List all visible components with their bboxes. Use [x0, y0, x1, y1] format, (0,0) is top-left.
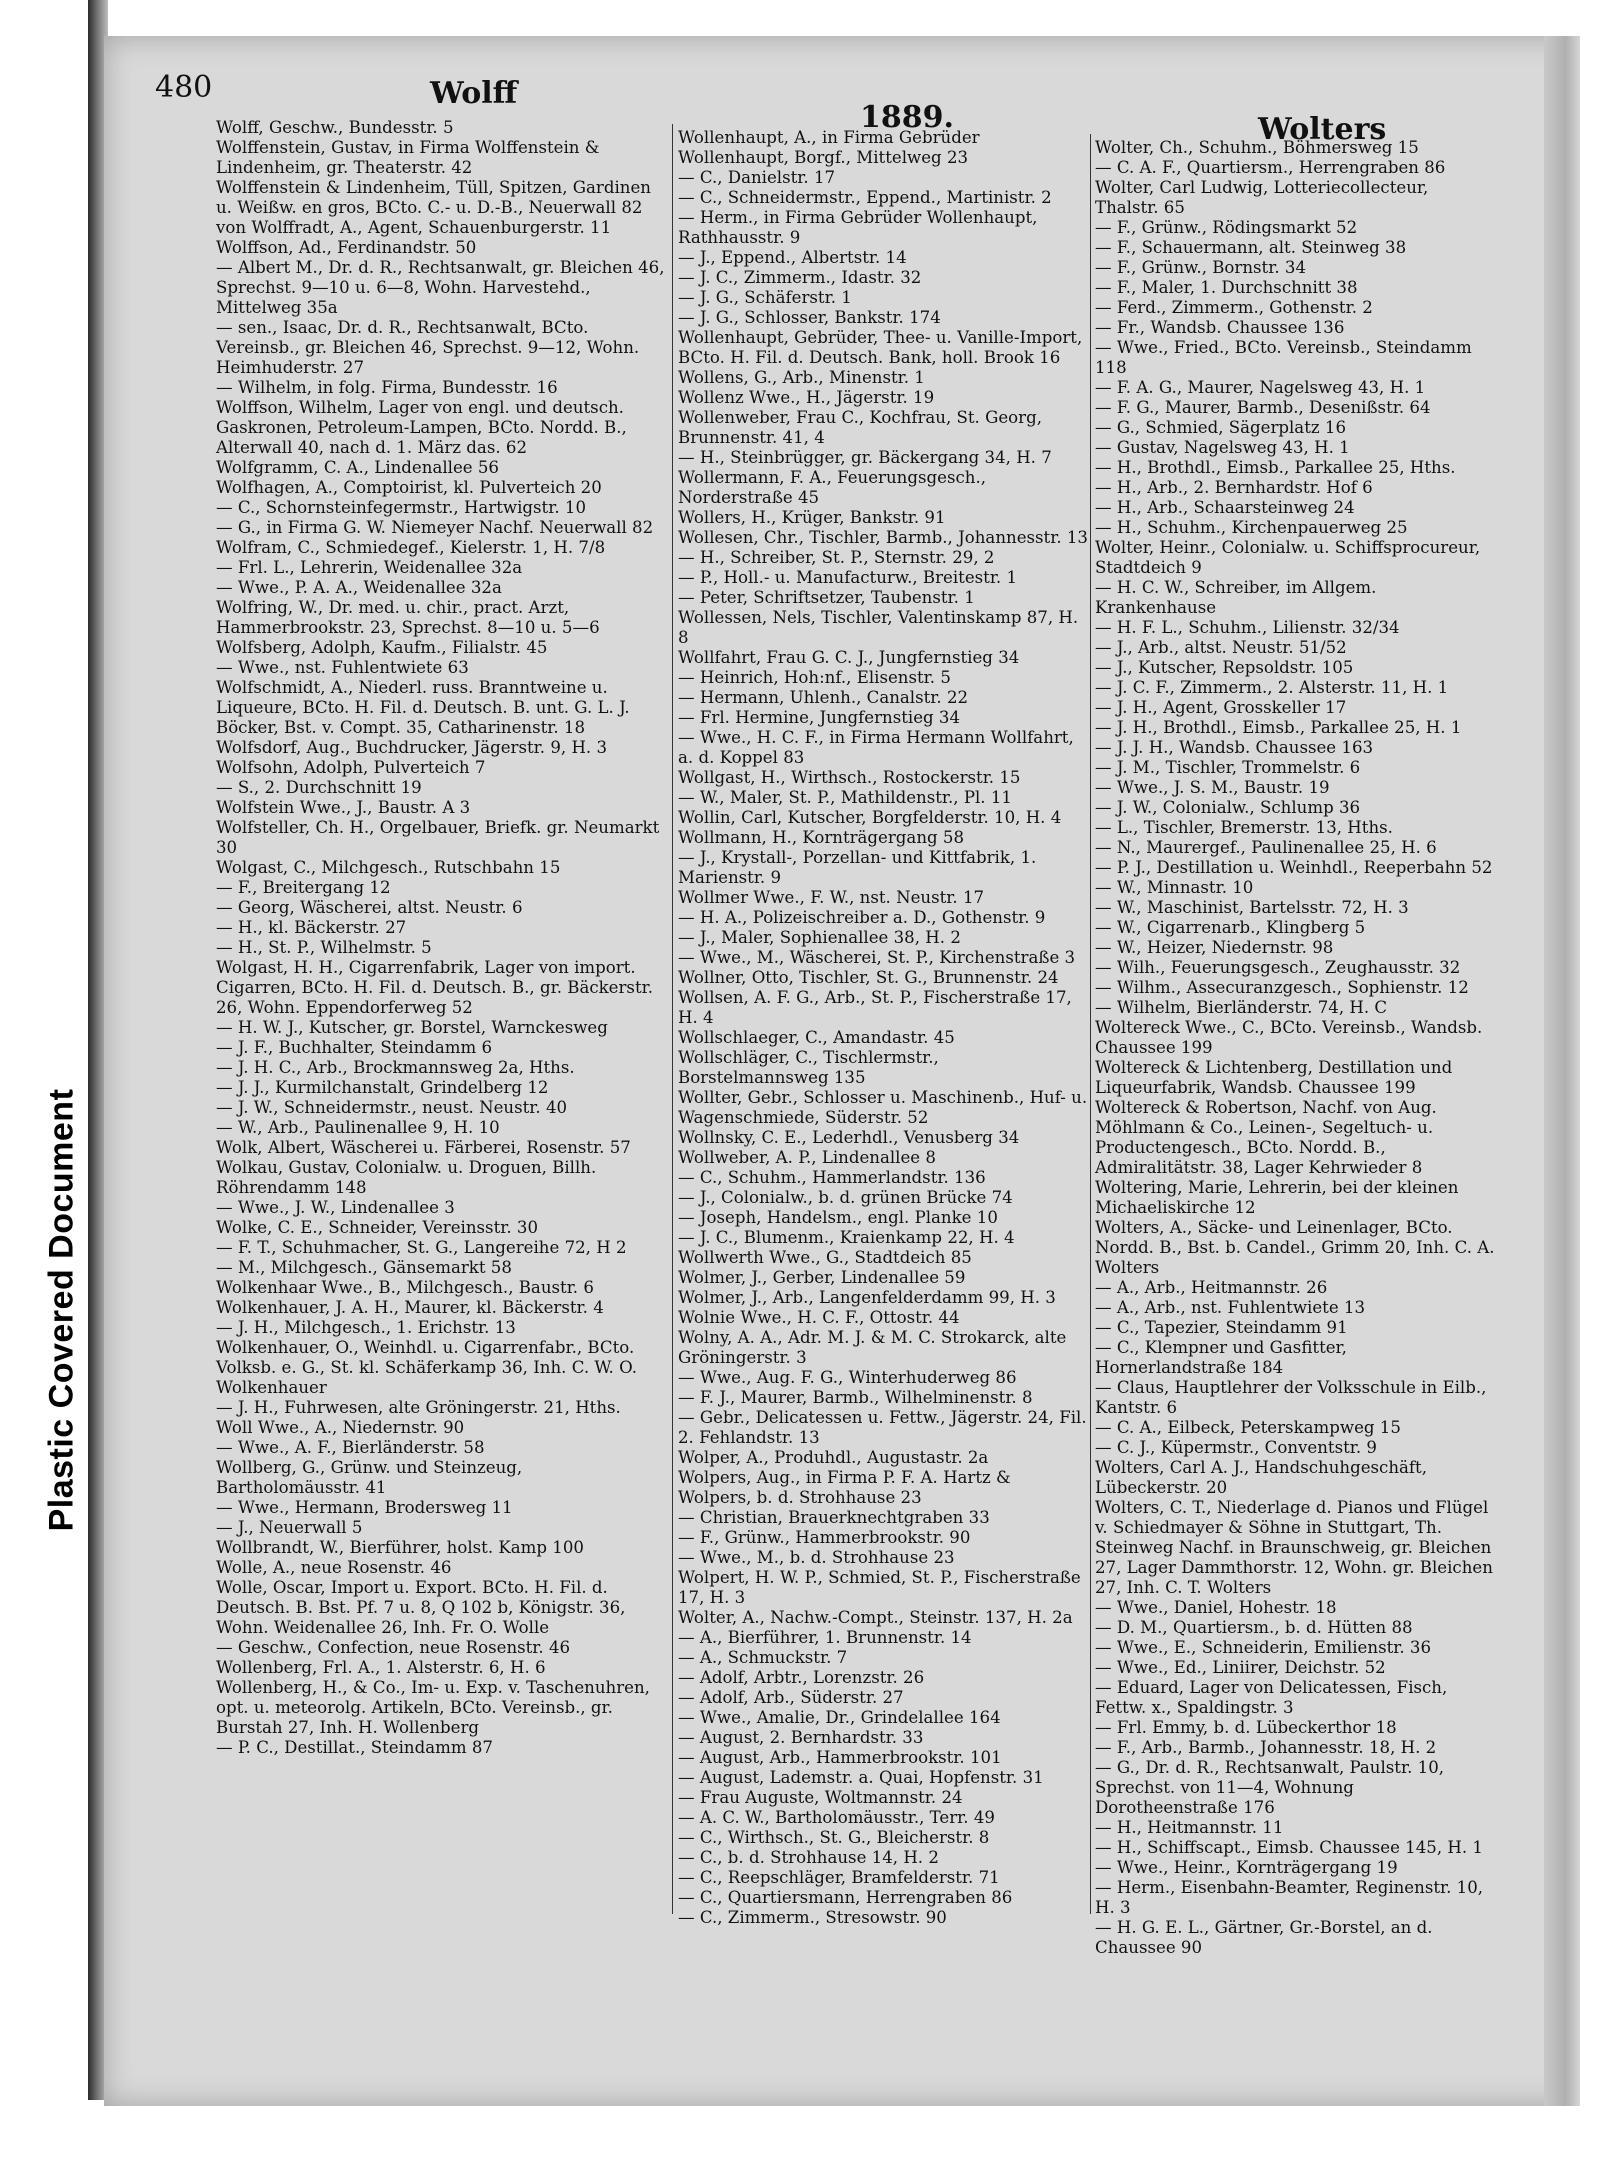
directory-entry: — Wwe., Amalie, Dr., Grindelallee 164 — [678, 1708, 1001, 1727]
directory-entry: Wolfram, C., Schmiedegef., Kielerstr. 1, H. 7/8 — [216, 538, 606, 557]
directory-entry: — A., Arb., Heitmannstr. 26 — [1095, 1278, 1328, 1297]
directory-entry: Wolny, A. A., Adr. M. J. & M. C. Strokarck, alte Gröningerstr. 3 — [678, 1328, 1067, 1367]
plastic-covered-label: Plastic Covered Document — [42, 1088, 81, 1532]
directory-entry: — C., Danielstr. 17 — [678, 168, 836, 187]
directory-entry: Wolter, A., Nachw.-Compt., Steinstr. 137, H. 2a — [678, 1608, 1073, 1627]
directory-entry: — J. C., Zimmerm., Idastr. 32 — [678, 268, 922, 287]
directory-entry: — Wilh., Feuerungsgesch., Zeughausstr. 32 — [1095, 958, 1461, 977]
directory-entry: — P. J., Destillation u. Weinhdl., Reeperbahn 52 — [1095, 858, 1493, 877]
directory-entry: — Adolf, Arb., Süderstr. 27 — [678, 1688, 904, 1707]
directory-entry: — sen., Isaac, Dr. d. R., Rechtsanwalt, BCto. Vereinsb., gr. Bleichen 46, Sprechst. 9—12, Wohn. Heimhuderstr. 27 — [216, 318, 640, 377]
directory-entry: — N., Maurergef., Paulinenallee 25, H. 6 — [1095, 838, 1437, 857]
directory-entry: — Ferd., Zimmerm., Gothenstr. 2 — [1095, 298, 1373, 317]
directory-entry: — S., 2. Durchschnitt 19 — [216, 778, 422, 797]
directory-entry: — J. W., Colonialw., Schlump 36 — [1095, 798, 1361, 817]
directory-entry: — Wwe., Hermann, Brodersweg 11 — [216, 1498, 513, 1517]
directory-entry: — H., Brothdl., Eimsb., Parkallee 25, Hths. — [1095, 458, 1456, 477]
directory-entry: — C., Schuhm., Hammerlandstr. 136 — [678, 1168, 986, 1187]
column-1 — [216, 118, 671, 1758]
directory-entry: — H., Schreiber, St. P., Sternstr. 29, 2 — [678, 548, 995, 567]
directory-entry: Wolpert, H. W. P., Schmied, St. P., Fischerstraße 17, H. 3 — [678, 1568, 1081, 1607]
directory-entry: — C., Schornsteinfegermstr., Hartwigstr. 10 — [216, 498, 586, 517]
directory-entry: Wolfsohn, Adolph, Pulverteich 7 — [216, 758, 486, 777]
directory-entry: — C., Wirthsch., St. G., Bleicherstr. 8 — [678, 1828, 990, 1847]
directory-entry: — Wwe., Heinr., Kornträgergang 19 — [1095, 1858, 1398, 1877]
directory-entry: Wollweber, A. P., Lindenallee 8 — [678, 1148, 936, 1167]
directory-entry: — H., kl. Bäckerstr. 27 — [216, 918, 407, 937]
directory-entry: Wollsen, A. F. G., Arb., St. P., Fischerstraße 17, H. 4 — [678, 988, 1072, 1027]
directory-entry: Wolff, Geschw., Bundesstr. 5 — [216, 118, 454, 137]
directory-entry: von Wolffradt, A., Agent, Schauenburgerstr. 11 — [216, 218, 612, 237]
directory-entry: — A., Schmuckstr. 7 — [678, 1648, 848, 1667]
directory-entry: Wolffenstein & Lindenheim, Tüll, Spitzen, Gardinen u. Weißw. en gros, BCto. C.- u. D.-B., Neuerwall 82 — [216, 178, 651, 217]
directory-entry: — Wwe., H. C. F., in Firma Hermann Wollfahrt, a. d. Koppel 83 — [678, 728, 1074, 767]
directory-entry: Wolfsteller, Ch. H., Orgelbauer, Briefk. gr. Neumarkt 30 — [216, 818, 660, 857]
directory-entry: Wolle, Oscar, Import u. Export. BCto. H. Fil. d. Deutsch. B. Bst. Pf. 7 u. 8, Q 102 b, Königstr. 36, Wohn. Weidenallee 26, Inh. Fr. O. Wolle — [216, 1578, 626, 1637]
directory-entry: Wolters, A., Säcke- und Leinenlager, BCto. Nordd. B., Bst. b. Candel., Grimm 20, Inh. C. A. Wolters — [1095, 1218, 1495, 1277]
directory-entry: — H., Heitmannstr. 11 — [1095, 1818, 1284, 1837]
directory-entry: — F. T., Schuhmacher, St. G., Langereihe 72, H 2 — [216, 1238, 627, 1257]
directory-entry: — J. C. F., Zimmerm., 2. Alsterstr. 11, H. 1 — [1095, 678, 1449, 697]
directory-entry: — C., Quartiersmann, Herrengraben 86 — [678, 1888, 1013, 1907]
directory-entry: — J., Maler, Sophienallee 38, H. 2 — [678, 928, 961, 947]
directory-entry: — J., Colonialw., b. d. grünen Brücke 74 — [678, 1188, 1013, 1207]
directory-entry: Wollenberg, Frl. A., 1. Alsterstr. 6, H. 6 — [216, 1658, 546, 1677]
directory-entry: Wolgast, H. H., Cigarrenfabrik, Lager von import. Cigarren, BCto. H. Fil. d. Deutsch. B., gr. Bäckerstr. 26, Wohn. Eppendorferweg 52 — [216, 958, 654, 1017]
directory-entry: Wollberg, G., Grünw. und Steinzeug, Bartholomäusstr. 41 — [216, 1458, 523, 1497]
directory-entry: — Wwe., E., Schneiderin, Emilienstr. 36 — [1095, 1638, 1432, 1657]
directory-entry: — J., Eppend., Albertstr. 14 — [678, 248, 907, 267]
page-number: 480 — [155, 70, 213, 105]
directory-entry: — F. J., Maurer, Barmb., Wilhelminenstr. 8 — [678, 1388, 1033, 1407]
directory-entry: — J. C., Blumenm., Kraienkamp 22, H. 4 — [678, 1228, 1015, 1247]
directory-entry: — Wilhelm, Bierländerstr. 74, H. C — [1095, 998, 1388, 1017]
directory-entry: — August, Arb., Hammerbrookstr. 101 — [678, 1748, 1002, 1767]
directory-entry: Wolfsdorf, Aug., Buchdrucker, Jägerstr. 9, H. 3 — [216, 738, 608, 757]
header-left: Wolff — [430, 76, 518, 111]
directory-entry: — J., Kutscher, Repsoldstr. 105 — [1095, 658, 1354, 677]
directory-entry: — G., Dr. d. R., Rechtsanwalt, Paulstr. 10, Sprechst. von 11—4, Wohnung Dorotheenstraße 176 — [1095, 1758, 1445, 1817]
directory-entry: — W., Cigarrenarb., Klingberg 5 — [1095, 918, 1366, 937]
directory-entry: — W., Maschinist, Bartelsstr. 72, H. 3 — [1095, 898, 1409, 917]
column-divider-2 — [1090, 134, 1091, 1914]
directory-entry: — J. H., Brothdl., Eimsb., Parkallee 25, H. 1 — [1095, 718, 1462, 737]
directory-entry: — P. C., Destillat., Steindamm 87 — [216, 1738, 493, 1757]
directory-entry: Wolle, A., neue Rosenstr. 46 — [216, 1558, 452, 1577]
directory-entry: — J., Krystall-, Porzellan- und Kittfabrik, 1. Marienstr. 9 — [678, 848, 1037, 887]
directory-entry: — Wwe., M., Wäscherei, St. P., Kirchenstraße 3 — [678, 948, 1076, 967]
directory-entry: — W., Maler, St. P., Mathildenstr., Pl. 11 — [678, 788, 1012, 807]
directory-entry: — Peter, Schriftsetzer, Taubenstr. 1 — [678, 588, 975, 607]
directory-entry: — Geschw., Confection, neue Rosenstr. 46 — [216, 1638, 571, 1657]
directory-entry: — Gustav, Nagelsweg 43, H. 1 — [1095, 438, 1350, 457]
directory-entry: — Wwe., Ed., Liniirer, Deichstr. 52 — [1095, 1658, 1386, 1677]
directory-entry: Wolter, Heinr., Colonialw. u. Schiffsprocureur, Stadtdeich 9 — [1095, 538, 1481, 577]
directory-entry: — C. A. F., Quartiersm., Herrengraben 86 — [1095, 158, 1446, 177]
directory-entry: Wollessen, Nels, Tischler, Valentinskamp 87, H. 8 — [678, 608, 1079, 647]
directory-entry: — Wwe., A. F., Bierländerstr. 58 — [216, 1438, 485, 1457]
directory-entry: Wolfsberg, Adolph, Kaufm., Filialstr. 45 — [216, 638, 548, 657]
directory-entry: Wollgast, H., Wirthsch., Rostockerstr. 15 — [678, 768, 1021, 787]
directory-entry: Wolgast, C., Milchgesch., Rutschbahn 15 — [216, 858, 561, 877]
directory-entry: — J. G., Schäferstr. 1 — [678, 288, 852, 307]
directory-entry: — F., Schauermann, alt. Steinweg 38 — [1095, 238, 1407, 257]
directory-entry: Wolfgramm, C. A., Lindenallee 56 — [216, 458, 499, 477]
directory-entry: Wollenz Wwe., H., Jägerstr. 19 — [678, 388, 935, 407]
directory-entry: Woltering, Marie, Lehrerin, bei der kleinen Michaeliskirche 12 — [1095, 1178, 1459, 1217]
directory-entry: Wollnsky, C. E., Lederhdl., Venusberg 34 — [678, 1128, 1020, 1147]
directory-entry: — J. G., Schlosser, Bankstr. 174 — [678, 308, 941, 327]
directory-entry: — J. J., Kurmilchanstalt, Grindelberg 12 — [216, 1078, 549, 1097]
directory-entry: Wolfstein Wwe., J., Baustr. A 3 — [216, 798, 471, 817]
directory-entry: Wollenweber, Frau C., Kochfrau, St. Georg, Brunnenstr. 41, 4 — [678, 408, 1042, 447]
directory-entry: — J., Arb., altst. Neustr. 51/52 — [1095, 638, 1347, 657]
directory-entry: — Frau Auguste, Woltmannstr. 24 — [678, 1788, 963, 1807]
directory-entry: — Gebr., Delicatessen u. Fettw., Jägerstr. 24, Fil. 2. Fehlandstr. 13 — [678, 1408, 1087, 1447]
directory-entry: Wollfahrt, Frau G. C. J., Jungfernstieg 34 — [678, 648, 1020, 667]
directory-entry: — Wwe., Fried., BCto. Vereinsb., Steindamm 118 — [1095, 338, 1472, 377]
directory-entry: Wollbrandt, W., Bierführer, holst. Kamp 100 — [216, 1538, 584, 1557]
directory-entry: Wollens, G., Arb., Minenstr. 1 — [678, 368, 925, 387]
directory-entry: — F. A. G., Maurer, Nagelsweg 43, H. 1 — [1095, 378, 1426, 397]
directory-entry: Wollwerth Wwe., G., Stadtdeich 85 — [678, 1248, 972, 1267]
directory-entry: — Wwe., J. S. M., Baustr. 19 — [1095, 778, 1330, 797]
directory-entry: Woll Wwe., A., Niedernstr. 90 — [216, 1418, 465, 1437]
directory-entry: Woltereck Wwe., C., BCto. Vereinsb., Wandsb. Chaussee 199 — [1095, 1018, 1483, 1057]
directory-entry: — Albert M., Dr. d. R., Rechtsanwalt, gr. Bleichen 46, Sprechst. 9—10 u. 6—8, Wohn. Harvestehd., Mittelweg 35a — [216, 258, 665, 317]
directory-entry: Wollschlaeger, C., Amandastr. 45 — [678, 1028, 955, 1047]
directory-entry: — F., Arb., Barmb., Johannesstr. 18, H. 2 — [1095, 1738, 1437, 1757]
directory-entry: — C., Reepschläger, Bramfelderstr. 71 — [678, 1868, 1000, 1887]
directory-entry: — P., Holl.- u. Manufacturw., Breitestr. 1 — [678, 568, 1018, 587]
directory-entry: — C. J., Küpermstr., Conventstr. 9 — [1095, 1438, 1377, 1457]
directory-entry: Wollenhaupt, A., in Firma Gebrüder Wollenhaupt, Borgf., Mittelweg 23 — [678, 128, 980, 167]
directory-entry: Wolffson, Ad., Ferdinandstr. 50 — [216, 238, 477, 257]
directory-entry: Wolk, Albert, Wäscherei u. Färberei, Rosenstr. 57 — [216, 1138, 631, 1157]
directory-entry: — H. C. W., Schreiber, im Allgem. Krankenhause — [1095, 578, 1377, 617]
directory-entry: — C. A., Eilbeck, Peterskampweg 15 — [1095, 1418, 1401, 1437]
directory-entry: Wolffson, Wilhelm, Lager von engl. und deutsch. Gaskronen, Petroleum-Lampen, BCto. Nordd. B., Alterwall 40, nach d. 1. März das. 62 — [216, 398, 627, 457]
directory-entry: — J. F., Buchhalter, Steindamm 6 — [216, 1038, 493, 1057]
directory-entry: — Wwe., P. A. A., Weidenallee 32a — [216, 578, 502, 597]
directory-entry: Wolters, C. T., Niederlage d. Pianos und Flügel v. Schiedmayer & Söhne in Stuttgart, Th. Steinweg Nachf. in Braunschweig, gr. Bleichen 27, Lager Dammthorstr. 12, Wohn. gr. Bleichen 27, Inh. C. T. Wolters — [1095, 1498, 1493, 1597]
directory-entry: Wolke, C. E., Schneider, Vereinsstr. 30 — [216, 1218, 539, 1237]
header-year: 1889. — [860, 100, 954, 135]
directory-entry: Woltereck & Lichtenberg, Destillation und Liqueurfabrik, Wandsb. Chaussee 199 — [1095, 1058, 1453, 1097]
directory-entry: — Claus, Hauptlehrer der Volksschule in Eilb., Kantstr. 6 — [1095, 1378, 1487, 1417]
directory-entry: — H., St. P., Wilhelmstr. 5 — [216, 938, 432, 957]
directory-entry: Wollner, Otto, Tischler, St. G., Brunnenstr. 24 — [678, 968, 1059, 987]
page-right-edge — [1544, 36, 1580, 2106]
sidebar — [0, 0, 88, 2177]
directory-entry: — August, Lademstr. a. Quai, Hopfenstr. 31 — [678, 1768, 1044, 1787]
directory-entry: — Adolf, Arbtr., Lorenzstr. 26 — [678, 1668, 925, 1687]
directory-entry: — Wwe., nst. Fuhlentwiete 63 — [216, 658, 469, 677]
directory-entry: Wollmer Wwe., F. W., nst. Neustr. 17 — [678, 888, 985, 907]
directory-entry: — Wwe., M., b. d. Strohhause 23 — [678, 1548, 955, 1567]
directory-entry: — Herm., Eisenbahn-Beamter, Reginenstr. 10, H. 3 — [1095, 1878, 1484, 1917]
directory-entry: Wollin, Carl, Kutscher, Borgfelderstr. 10, H. 4 — [678, 808, 1062, 827]
directory-entry: — Georg, Wäscherei, altst. Neustr. 6 — [216, 898, 523, 917]
directory-entry: — H., Schiffscapt., Eimsb. Chaussee 145, H. 1 — [1095, 1838, 1483, 1857]
directory-entry: — F., Maler, 1. Durchschnitt 38 — [1095, 278, 1358, 297]
directory-entry: Wolpers, Aug., in Firma P. F. A. Hartz & Wolpers, b. d. Strohhause 23 — [678, 1468, 1011, 1507]
directory-entry: — Eduard, Lager von Delicatessen, Fisch, Fettw. x., Spaldingstr. 3 — [1095, 1678, 1448, 1717]
directory-entry: — J. H., Milchgesch., 1. Erichstr. 13 — [216, 1318, 516, 1337]
directory-entry: Wolper, A., Produhdl., Augustastr. 2a — [678, 1448, 989, 1467]
directory-entry: Woltereck & Robertson, Nachf. von Aug. Möhlmann & Co., Leinen-, Segeltuch- u. Productengesch., BCto. Nordd. B., Admiralitätstr. 38, Lager Kehrwieder 8 — [1095, 1098, 1437, 1177]
directory-entry: — A., Bierführer, 1. Brunnenstr. 14 — [678, 1628, 972, 1647]
directory-entry: — Herm., in Firma Gebrüder Wollenhaupt, Rathhausstr. 9 — [678, 208, 1038, 247]
directory-entry: — G., in Firma G. W. Niemeyer Nachf. Neuerwall 82 — [216, 518, 654, 537]
directory-entry: Wolnie Wwe., H. C. F., Ottostr. 44 — [678, 1308, 960, 1327]
directory-entry: — August, 2. Bernhardstr. 33 — [678, 1728, 924, 1747]
directory-entry: — H., Arb., Schaarsteinweg 24 — [1095, 498, 1355, 517]
directory-entry: Wollers, H., Krüger, Bankstr. 91 — [678, 508, 946, 527]
directory-entry: Wolkenhaar Wwe., B., Milchgesch., Baustr. 6 — [216, 1278, 594, 1297]
directory-entry: — J. M., Tischler, Trommelstr. 6 — [1095, 758, 1361, 777]
directory-entry: — C., b. d. Strohhause 14, H. 2 — [678, 1848, 939, 1867]
directory-entry: Wollenhaupt, Gebrüder, Thee- u. Vanille-Import, BCto. H. Fil. d. Deutsch. Bank, holl. Brook 16 — [678, 328, 1083, 367]
directory-entry: Wolfschmidt, A., Niederl. russ. Branntweine u. Liqueure, BCto. H. Fil. d. Deutsch. B. unt. G. L. J. Böcker, Bst. v. Compt. 35, Catharinenstr. 18 — [216, 678, 630, 737]
directory-entry: Wollesen, Chr., Tischler, Barmb., Johannesstr. 13 — [678, 528, 1088, 547]
directory-entry: — Heinrich, Hoh:nf., Elisenstr. 5 — [678, 668, 951, 687]
directory-entry: Wolter, Ch., Schuhm., Böhmersweg 15 — [1095, 138, 1419, 157]
directory-entry: — H. F. L., Schuhm., Lilienstr. 32/34 — [1095, 618, 1400, 637]
directory-entry: — J. H., Fuhrwesen, alte Gröningerstr. 21, Hths. — [216, 1398, 621, 1417]
directory-entry: — W., Minnastr. 10 — [1095, 878, 1254, 897]
directory-entry: — C., Schneidermstr., Eppend., Martinistr. 2 — [678, 188, 1052, 207]
directory-entry: — J. H. C., Arb., Brockmannsweg 2a, Hths. — [216, 1058, 575, 1077]
directory-entry: Wollter, Gebr., Schlosser u. Maschinenb., Huf- u. Wagenschmiede, Süderstr. 52 — [678, 1088, 1088, 1127]
directory-entry: — H. A., Polizeischreiber a. D., Gothenstr. 9 — [678, 908, 1046, 927]
directory-entry: Wolkenhauer, O., Weinhdl. u. Cigarrenfabr., BCto. Volksb. e. G., St. kl. Schäferkamp 36, Inh. C. W. O. Wolkenhauer — [216, 1338, 637, 1397]
directory-entry: — Wilhelm, in folg. Firma, Bundesstr. 16 — [216, 378, 558, 397]
directory-entry: — J. J. H., Wandsb. Chaussee 163 — [1095, 738, 1374, 757]
directory-entry: Wolmer, J., Gerber, Lindenallee 59 — [678, 1268, 966, 1287]
directory-entry: — A., Arb., nst. Fuhlentwiete 13 — [1095, 1298, 1366, 1317]
directory-entry: — H., Arb., 2. Bernhardstr. Hof 6 — [1095, 478, 1373, 497]
directory-entry: — Wwe., J. W., Lindenallee 3 — [216, 1198, 455, 1217]
directory-entry: — A. C. W., Bartholomäusstr., Terr. 49 — [678, 1808, 995, 1827]
column-3 — [1095, 138, 1495, 1958]
directory-entry: — D. M., Quartiersm., b. d. Hütten 88 — [1095, 1618, 1413, 1637]
directory-entry: Wolters, Carl A. J., Handschuhgeschäft, Lübeckerstr. 20 — [1095, 1458, 1427, 1497]
directory-entry: — W., Heizer, Niedernstr. 98 — [1095, 938, 1334, 957]
directory-entry: Wolfring, W., Dr. med. u. chir., pract. Arzt, Hammerbrookstr. 23, Sprechst. 8—10 u. 5—6 — [216, 598, 600, 637]
directory-entry: — H., Steinbrügger, gr. Bäckergang 34, H. 7 — [678, 448, 1052, 467]
directory-entry: Wolffenstein, Gustav, in Firma Wolffenstein & Lindenheim, gr. Theaterstr. 42 — [216, 138, 600, 177]
directory-entry: Wolfhagen, A., Comptoirist, kl. Pulverteich 20 — [216, 478, 602, 497]
directory-entry: — Frl. Emmy, b. d. Lübeckerthor 18 — [1095, 1718, 1397, 1737]
directory-entry: — F., Grünw., Rödingsmarkt 52 — [1095, 218, 1358, 237]
directory-entry: — J. W., Schneidermstr., neust. Neustr. 40 — [216, 1098, 568, 1117]
directory-entry: — Frl. Hermine, Jungfernstieg 34 — [678, 708, 961, 727]
directory-entry: Wollschläger, C., Tischlermstr., Borstelmannsweg 135 — [678, 1048, 939, 1087]
column-divider-1 — [672, 124, 673, 1914]
header-right: Wolters — [1258, 112, 1387, 147]
column-2 — [678, 128, 1088, 1928]
directory-entry: — F., Grünw., Bornstr. 34 — [1095, 258, 1307, 277]
directory-entry: — Fr., Wandsb. Chaussee 136 — [1095, 318, 1345, 337]
directory-entry: — H. W. J., Kutscher, gr. Borstel, Warnckesweg — [216, 1018, 608, 1037]
directory-entry: — J. H., Agent, Grosskeller 17 — [1095, 698, 1347, 717]
directory-entry: — C., Klempner und Gasfitter, Hornerlandstraße 184 — [1095, 1338, 1347, 1377]
directory-entry: — Joseph, Handelsm., engl. Planke 10 — [678, 1208, 998, 1227]
directory-entry: Wolmer, J., Arb., Langenfelderdamm 99, H. 3 — [678, 1288, 1056, 1307]
directory-entry: Wolter, Carl Ludwig, Lotteriecollecteur, Thalstr. 65 — [1095, 178, 1429, 217]
directory-entry: — F., Grünw., Hammerbrookstr. 90 — [678, 1528, 971, 1547]
directory-entry: Wollmann, H., Kornträgergang 58 — [678, 828, 965, 847]
directory-entry: Wolkau, Gustav, Colonialw. u. Droguen, Billh. Röhrendamm 148 — [216, 1158, 597, 1197]
directory-entry: — Wwe., Aug. F. G., Winterhuderweg 86 — [678, 1368, 1017, 1387]
directory-entry: — H., Schuhm., Kirchenpauerweg 25 — [1095, 518, 1408, 537]
directory-entry: Wolkenhauer, J. A. H., Maurer, kl. Bäckerstr. 4 — [216, 1298, 604, 1317]
directory-entry: — G., Schmied, Sägerplatz 16 — [1095, 418, 1346, 437]
directory-entry: — M., Milchgesch., Gänsemarkt 58 — [216, 1258, 512, 1277]
directory-entry: — C., Zimmerm., Stresowstr. 90 — [678, 1908, 947, 1927]
directory-entry: Wollermann, F. A., Feuerungsgesch., Norderstraße 45 — [678, 468, 986, 507]
directory-entry: — L., Tischler, Bremerstr. 13, Hths. — [1095, 818, 1393, 837]
directory-entry: — H. G. E. L., Gärtner, Gr.-Borstel, an d. Chaussee 90 — [1095, 1918, 1433, 1957]
directory-entry: — J., Neuerwall 5 — [216, 1518, 363, 1537]
directory-entry: — W., Arb., Paulinenallee 9, H. 10 — [216, 1118, 500, 1137]
directory-entry: — Wilhm., Assecuranzgesch., Sophienstr. 12 — [1095, 978, 1469, 997]
directory-entry: — Wwe., Daniel, Hohestr. 18 — [1095, 1598, 1337, 1617]
directory-entry: — F. G., Maurer, Barmb., Desenißstr. 64 — [1095, 398, 1431, 417]
directory-entry: — Frl. L., Lehrerin, Weidenallee 32a — [216, 558, 523, 577]
directory-entry: — Hermann, Uhlenh., Canalstr. 22 — [678, 688, 969, 707]
directory-entry: Wollenberg, H., & Co., Im- u. Exp. v. Taschenuhren, opt. u. meteorolg. Artikeln, BCto. Vereinsb., gr. Burstah 27, Inh. H. Wollenberg — [216, 1678, 650, 1737]
directory-entry: — C., Tapezier, Steindamm 91 — [1095, 1318, 1348, 1337]
directory-entry: — F., Breitergang 12 — [216, 878, 391, 897]
directory-entry: — Christian, Brauerknechtgraben 33 — [678, 1508, 990, 1527]
